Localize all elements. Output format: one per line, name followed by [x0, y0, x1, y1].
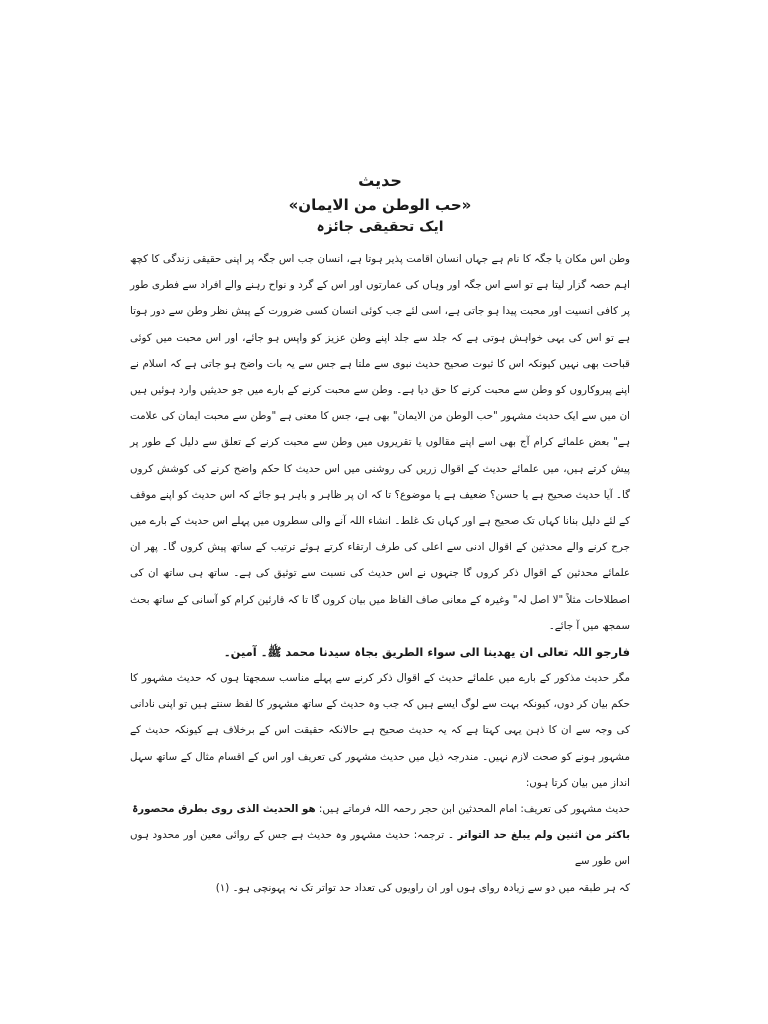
arabic-quote-2: باکثر من اثنین ولم یبلغ حد التواتر — [457, 829, 631, 842]
arabic-quote-1: ھو الحدیث الذی روی بطرق محصورۃ — [132, 803, 316, 816]
document-content — [130, 170, 630, 901]
paragraph-intro: وطن اس مکان یا جگہ کا نام ہے جہاں انسان اقامت پذیر ہوتا ہے، انسان جب اس جگہ پر اپنی حقیقی زندگی کا کچھ اہم حصہ گزار لیتا ہے تو اسے اس جگہ اور وہاں کی عمارتوں اور اس کے گرد و نواح رہنے والے افراد سے فطری طور پر کافی انسیت اور محبت پیدا ہو جاتی ہے، اسی لئے جب کوئی انسان کسی ضرورت کے پیش نظر وطن سے دور ہوتا ہے تو اس کی یہی خواہش ہوتی ہے کہ جلد سے جلد اپنے وطن عزیز کو واپس ہو جائے، اور اس محبت میں کوئی قباحت بھی نہیں کیونکہ اس کا ثبوت صحیح حدیث نبوی سے ملتا ہے جس سے یہ بات واضح ہو جاتی ہے کہ اسلام نے اپنے پیروکاروں کو وطن سے محبت کرنے کا حق دیا ہے۔ وطن سے محبت کرنے کے بارے میں جو حدیثیں وارد ہوئیں ہیں ان میں سے ایک حدیث مشہور "حب الوطن من الایمان" بھی ہے، جس کا معنی ہے "وطن سے محبت ایمان کی علامت ہے" بعض علمائے کرام آج بھی اسے اپنے مقالوں یا تقریروں میں وطن سے محبت کرنے کے تعلق سے دلیل کے طور پر پیش کرتے ہیں، میں علمائے حدیث کے اقوال زریں کی روشنی میں اس حدیث کا حکم واضح کرنے کی کوشش کروں گا۔ آیا حدیث صحیح ہے یا حسن؟ ضعیف ہے یا موضوع؟ تا کہ ان پر ظاہر و باہر ہو جائے کہ اس حدیث کو اپنے موقف کے لئے دلیل بنانا کہاں تک صحیح ہے اور کہاں تک غلط۔ انشاء اللہ آنے والی سطروں میں پہلے اس حدیث کے بارے میں جرح کرنے والے محدثین کے اقوال ادنی سے اعلی کی طرف ارتقاء کرتے ہوئے ترتیب کے ساتھ پیش کروں گا۔ پھر ان علمائے محدثین کے اقوال ذکر کروں گا جنہوں نے اس حدیث کی نسبت سے توثیق کی ہے۔ ساتھ ہی ساتھ ان کی اصطلاحات مثلاً "لا اصل لہ" وغیرہ کے معانی صاف الفاظ میں بیان کروں گا تا کہ قارئین کرام کو آسانی کے ساتھ بحث سمجھ میں آ جائے۔ — [130, 253, 630, 632]
paragraph-mashhur: مگر حدیث مذکور کے بارے میں علمائے حدیث کے اقوال ذکر کرنے سے پہلے مناسب سمجھتا ہوں کہ حدیث مشہور کا حکم بیان کر دوں، کیونکہ بہت سے لوگ ایسے ہیں کہ جب وہ حدیث کے ساتھ مشہور کا لفظ سنتے ہیں تو اپنی نادانی کی وجہ سے ان کا ذہن یہی کہتا ہے کہ یہ حدیث صحیح ہے حالانکہ حقیقت اس کے برخلاف ہے کیونکہ حدیث کے مشہور ہونے کو صحت لازم نہیں۔ مندرجہ ذیل میں حدیث مشہور کی تعریف اور اس کے اقسام مثال کے ساتھ سہل انداز میں بیان کرتا ہوں: — [130, 672, 630, 789]
translation-text: ۔ ترجمہ: حدیث مشہور وہ حدیث ہے جس کے روائی معین اور محدود ہوں اس طور سے — [130, 829, 630, 868]
definition-intro — [130, 796, 630, 822]
document-title: حدیث — [358, 171, 402, 190]
definition-intro-text: حدیث مشہور کی تعریف: امام المحدثین ابن حجر رحمہ اللہ فرماتے ہیں: — [318, 803, 630, 816]
definition-line-2 — [130, 822, 630, 874]
document-subtitle: «حب الوطن من الایمان» — [288, 196, 472, 214]
closing-line: کہ ہر طبقہ میں دو سے زیادہ روای ہوں اور ان راویوں کی تعداد حد تواتر تک نہ پہونچی ہو۔ (۱) — [215, 881, 630, 894]
document-subheading: ایک تحقیقی جائزہ — [316, 219, 444, 235]
prayer-line: فارجو اللہ تعالی ان یھدینا الی سواء الطریق بجاہ سیدنا محمد ﷺ۔ آمین۔ — [223, 645, 630, 660]
